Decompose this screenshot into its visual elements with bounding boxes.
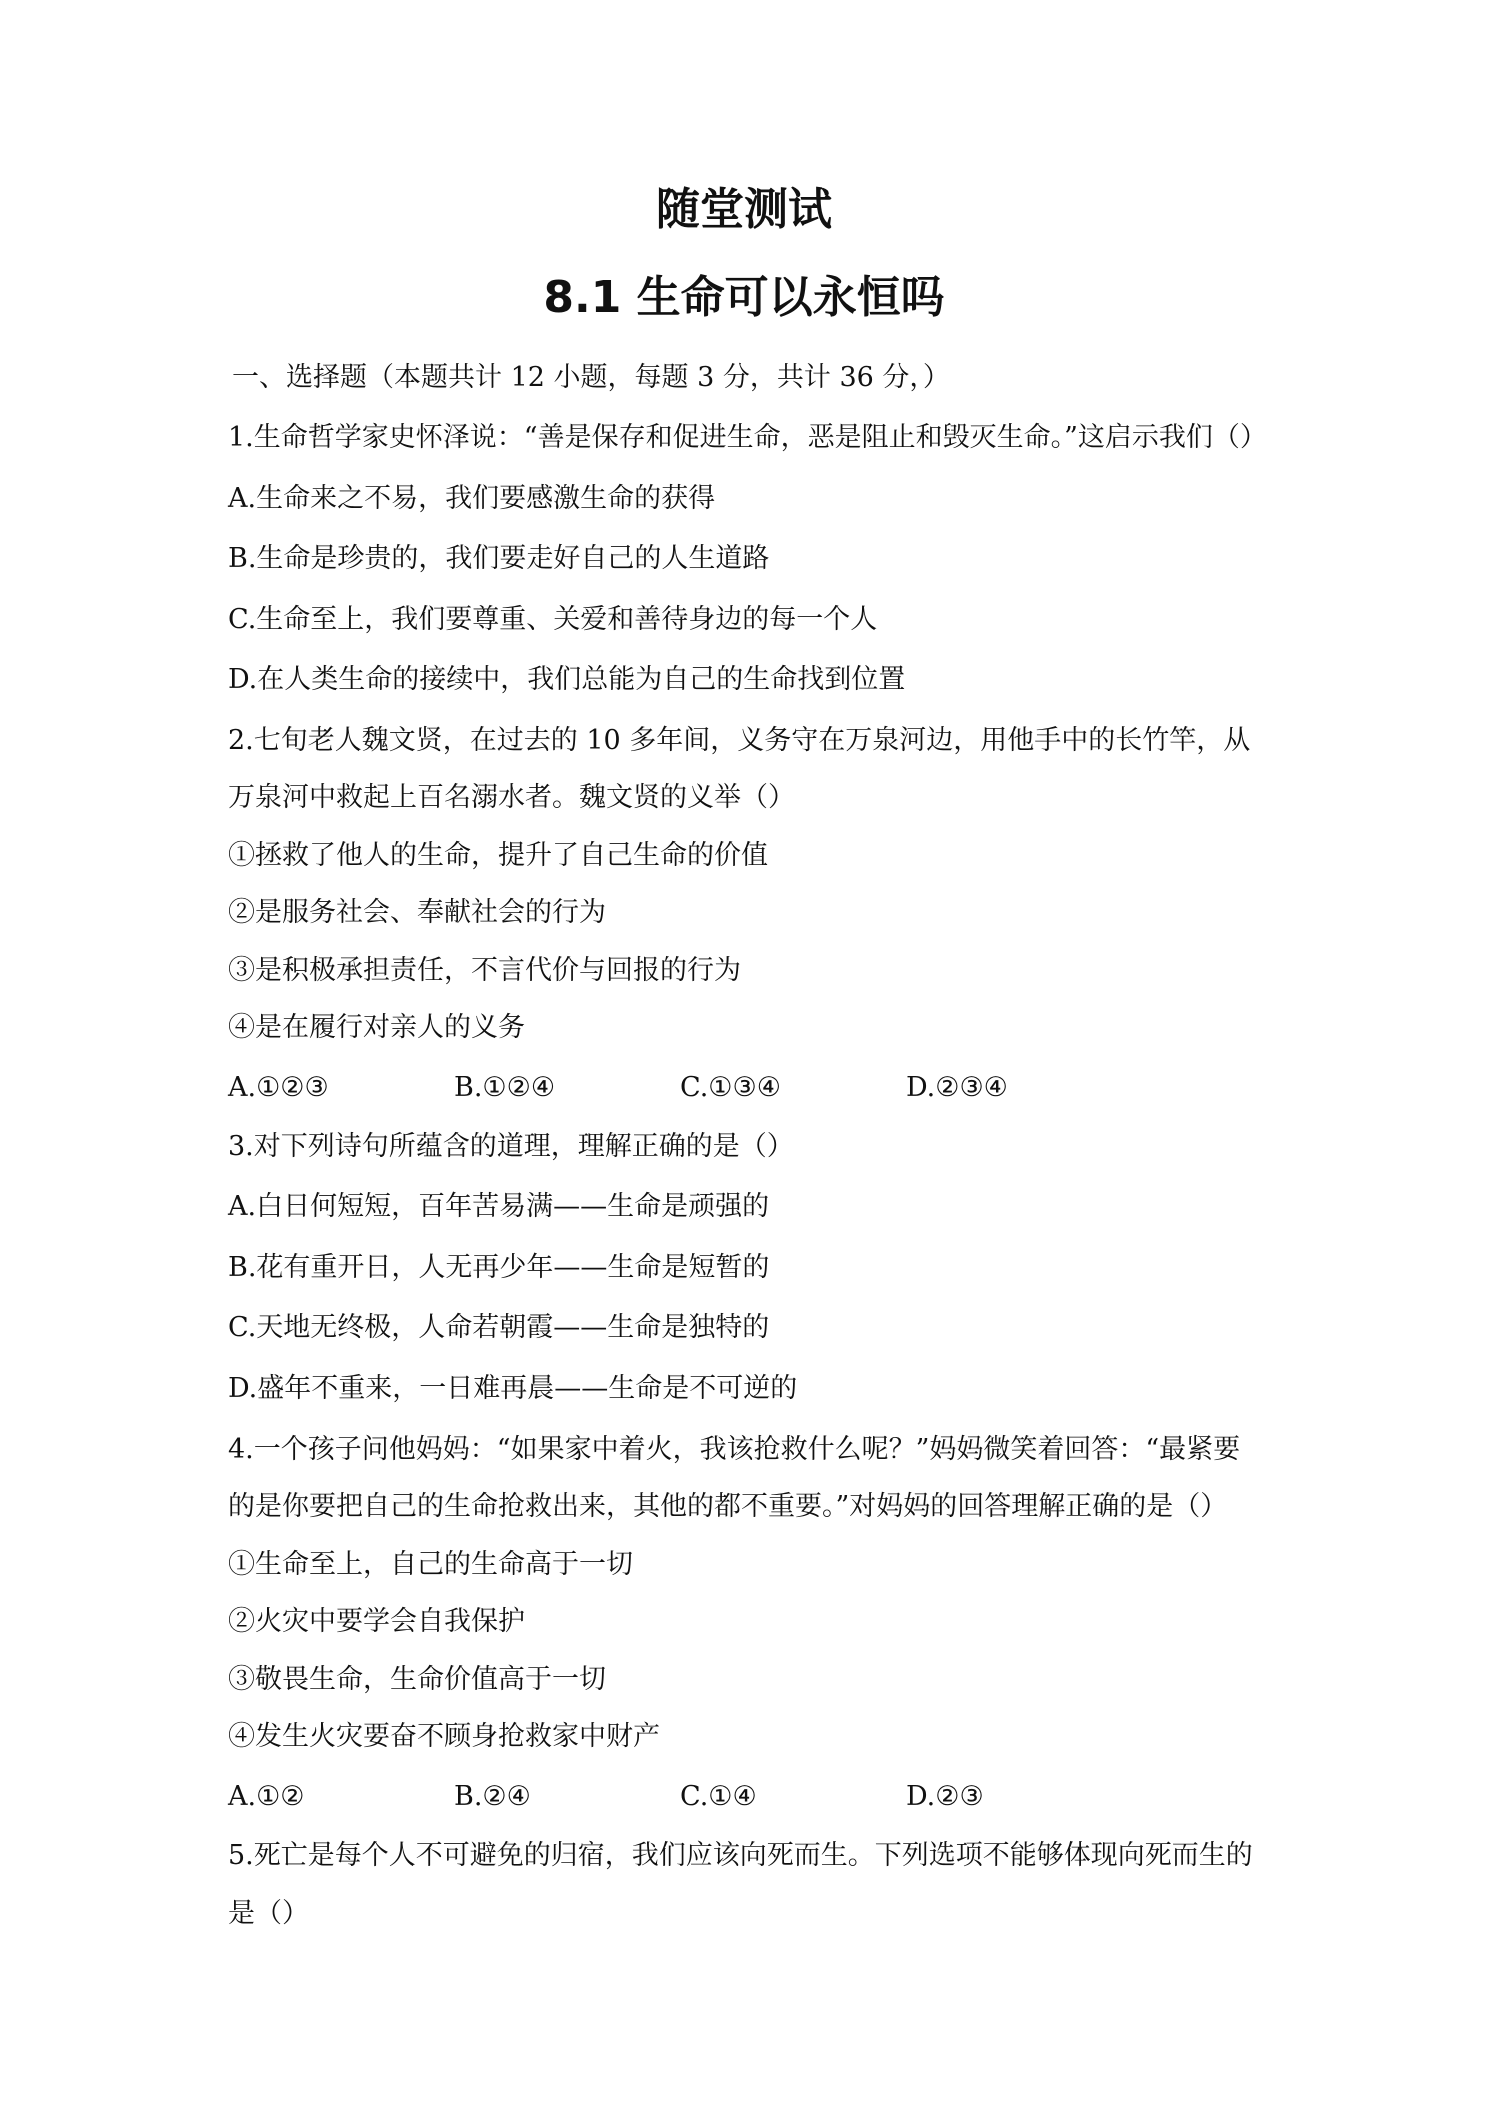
question-3-option-d: D.盛年不重来，一日难再晨——生命是不可逆的 <box>228 1373 798 1404</box>
question-3-option-b: B.花有重开日，人无再少年——生命是短暂的 <box>228 1252 770 1283</box>
question-3-option-c: C.天地无终极，人命若朝霞——生命是独特的 <box>228 1312 770 1343</box>
lesson-title: 8.1 生命可以永恒吗 <box>543 272 945 323</box>
question-2-stem-line-1: 2.七旬老人魏文贤，在过去的 10 多年间，义务守在万泉河边，用他手中的长竹竿，从 <box>228 725 1251 756</box>
question-4-option-a: A.①② <box>228 1781 305 1812</box>
question-3-option-a: A.白日何短短，百年苦易满——生命是顽强的 <box>228 1191 770 1222</box>
question-4-item-4: ④发生火灾要奋不顾身抢救家中财产 <box>228 1721 660 1752</box>
question-1-stem: 1.生命哲学家史怀泽说：“善是保存和促进生命，恶是阻止和毁灭生命。”这启示我们（） <box>228 422 1267 453</box>
question-1-option-c: C.生命至上，我们要尊重、关爱和善待身边的每一个人 <box>228 604 878 635</box>
question-1-option-a: A.生命来之不易，我们要感激生命的获得 <box>228 483 716 514</box>
question-2-option-b: B.①②④ <box>454 1072 556 1103</box>
question-2-item-4: ④是在履行对亲人的义务 <box>228 1012 525 1043</box>
question-4-option-d: D.②③ <box>906 1781 984 1812</box>
question-4-options <box>228 1777 1128 1817</box>
question-4-item-1: ①生命至上，自己的生命高于一切 <box>228 1549 633 1580</box>
question-5-stem-line-1: 5.死亡是每个人不可避免的归宿，我们应该向死而生。下列选项不能够体现向死而生的 <box>228 1840 1253 1871</box>
question-4-option-b: B.②④ <box>454 1781 531 1812</box>
question-2-option-d: D.②③④ <box>906 1072 1008 1103</box>
question-3-stem: 3.对下列诗句所蕴含的道理，理解正确的是（） <box>228 1131 794 1162</box>
section-heading: 一、选择题（本题共计 12 小题，每题 3 分，共计 36 分，） <box>232 362 950 393</box>
question-1-option-b: B.生命是珍贵的，我们要走好自己的人生道路 <box>228 543 770 574</box>
question-2-option-a: A.①②③ <box>228 1072 329 1103</box>
question-1-option-d: D.在人类生命的接续中，我们总能为自己的生命找到位置 <box>228 664 906 695</box>
question-2-options <box>228 1068 1128 1108</box>
question-5-stem-line-2: 是（） <box>228 1898 309 1929</box>
question-2-stem-line-2: 万泉河中救起上百名溺水者。魏文贤的义举（） <box>228 782 795 813</box>
question-4-stem-line-2: 的是你要把自己的生命抢救出来，其他的都不重要。”对妈妈的回答理解正确的是（） <box>228 1491 1228 1522</box>
question-4-stem-line-1: 4.一个孩子问他妈妈：“如果家中着火，我该抢救什么呢？”妈妈微笑着回答：“最紧要 <box>228 1434 1241 1465</box>
question-2-item-3: ③是积极承担责任，不言代价与回报的行为 <box>228 955 741 986</box>
question-4-option-c: C.①④ <box>680 1781 757 1812</box>
question-2-item-1: ①拯救了他人的生命，提升了自己生命的价值 <box>228 840 768 871</box>
question-2-option-c: C.①③④ <box>680 1072 781 1103</box>
question-2-item-2: ②是服务社会、奉献社会的行为 <box>228 897 606 928</box>
page-title: 随堂测试 <box>656 184 832 235</box>
question-4-item-3: ③敬畏生命，生命价值高于一切 <box>228 1664 606 1695</box>
question-4-item-2: ②火灾中要学会自我保护 <box>228 1606 525 1637</box>
